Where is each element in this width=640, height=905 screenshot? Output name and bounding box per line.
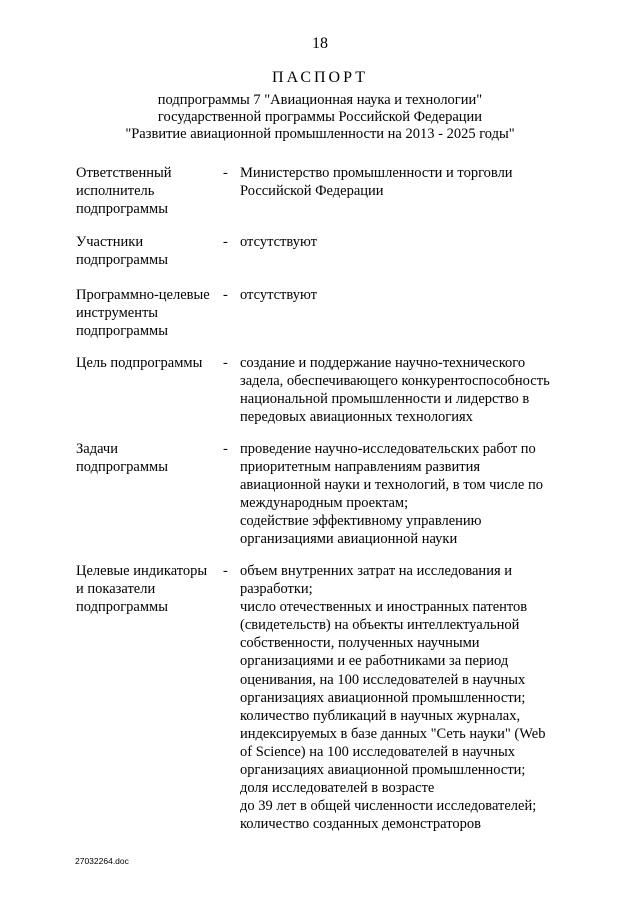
subtitle-line: "Развитие авиационной промышленности на 2013 - 2025 годы": [125, 126, 515, 142]
row-value-line: of Science) на 100 исследователей в научных: [240, 743, 515, 760]
row-value-line: оценивания, на 100 исследователей в научных: [240, 671, 526, 688]
row-value-line: (свидетельств) на объекты интеллектуальной: [240, 617, 520, 634]
row-value: [240, 440, 570, 549]
row-value-line: задела, обеспечивающего конкурентоспособность: [240, 373, 550, 390]
row-value-line: проведение научно-исследовательских работ по: [240, 441, 536, 457]
row-label: [76, 164, 226, 218]
row-label: [76, 440, 226, 476]
row-label-line: подпрограммы: [76, 459, 168, 476]
row-dash: -: [223, 165, 228, 181]
subtitle-line: государственной программы Российской Федерации: [157, 109, 483, 125]
row-label-line: Участники: [76, 234, 144, 250]
row-value-line: доля исследователей в возрасте: [240, 780, 435, 797]
row-label-line: Задачи: [76, 441, 118, 457]
row-value-line: организациях авиационной промышленности;: [240, 762, 526, 779]
row-value-line: до 39 лет в общей численности исследователей;: [240, 798, 537, 815]
row-value-line: собственности, полученных научными: [240, 635, 480, 652]
row-dash: -: [223, 563, 228, 579]
row-value-line: количество созданных демонстраторов: [240, 816, 481, 833]
row-dash: -: [223, 287, 228, 303]
subtitle-line: подпрограммы 7 "Авиационная наука и технологии": [157, 92, 483, 108]
row-value-line: организациями авиационной науки: [240, 531, 458, 548]
row-value-line: Министерство промышленности и торговли: [240, 165, 513, 181]
row-label-line: инструменты: [76, 305, 159, 322]
row-value-line: разработки;: [240, 581, 313, 598]
row-value-line: организациях авиационной промышленности;: [240, 689, 526, 706]
row-label-line: подпрограммы: [76, 323, 168, 340]
row-value-line: передовых авиационных технологиях: [240, 409, 473, 426]
row-label-line: подпрограммы: [76, 201, 168, 218]
row-value-line: приоритетным направлениям развития: [240, 459, 480, 476]
page-number: 18: [312, 35, 328, 52]
row-label: [76, 562, 226, 616]
row-value-line: отсутствуют: [240, 234, 317, 250]
row-value-line: организациями и ее работниками за период: [240, 653, 509, 670]
row-value-line: число отечественных и иностранных патентов: [240, 599, 528, 616]
row-label-line: подпрограммы: [76, 599, 168, 616]
row-value-line: международным проектам;: [240, 495, 409, 512]
row-value-line: создание и поддержание научно-технического: [240, 355, 526, 371]
row-dash: -: [223, 441, 228, 457]
row-label-line: подпрограммы: [76, 252, 168, 269]
row-label-line: исполнитель: [76, 183, 155, 200]
row-label-line: и показатели: [76, 581, 156, 598]
row-label-line: Цель подпрограммы: [76, 355, 203, 371]
row-value: [240, 354, 570, 426]
row-value-line: индексируемых в базе данных "Сеть науки" (Web: [240, 725, 546, 742]
row-label-line: Ответственный: [76, 165, 172, 181]
row-value: [240, 233, 570, 251]
row-value: [240, 164, 570, 200]
row-label: [76, 286, 226, 340]
row-value-line: отсутствуют: [240, 287, 317, 303]
row-dash: -: [223, 355, 228, 371]
row-label-line: Целевые индикаторы: [76, 563, 208, 579]
row-value-line: содействие эффективному управлению: [240, 513, 482, 530]
page-subtitle: [100, 92, 540, 143]
row-value-line: Российской Федерации: [240, 183, 384, 200]
row-label-line: Программно-целевые: [76, 287, 210, 303]
page-title: ПАСПОРТ: [272, 69, 368, 86]
row-value: [240, 286, 570, 304]
row-label: [76, 233, 226, 269]
row-value: [240, 562, 570, 833]
row-value-line: количество публикаций в научных журналах,: [240, 707, 521, 724]
row-value-line: объем внутренних затрат на исследования и: [240, 563, 513, 579]
document-filename: 27032264.doc: [75, 856, 129, 866]
row-value-line: национальной промышленности и лидерство в: [240, 391, 530, 408]
row-dash: -: [223, 234, 228, 250]
row-value-line: авиационной науки и технологий, в том числе по: [240, 477, 543, 494]
row-label: [76, 354, 226, 372]
